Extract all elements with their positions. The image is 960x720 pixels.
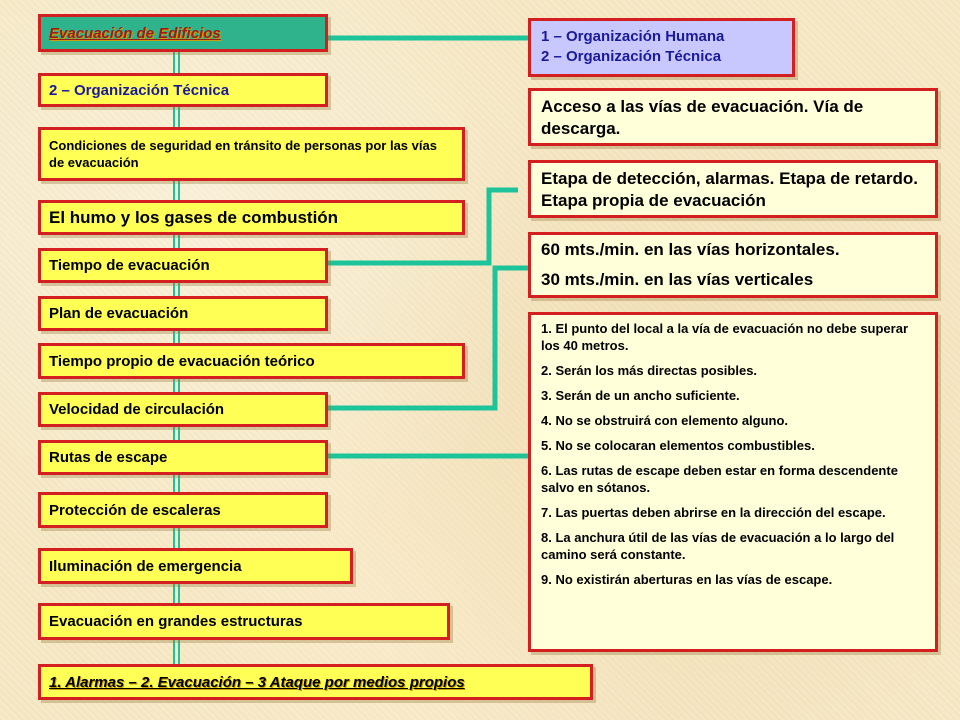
regla-1: 1. El punto del local a la vía de evacuación no debe superar los 40 metros.	[541, 321, 909, 353]
item-iluminacion-emergencia-label: Iluminación de emergencia	[49, 557, 242, 575]
item-plan-evacuacion	[38, 296, 328, 331]
regla-2: 2. Serán los más directas posibles.	[541, 363, 758, 378]
etapas-text: Etapa de detección, alarmas. Etapa de retardo. Etapa propia de evacuación	[541, 169, 918, 210]
regla-4: 4. No se obstruirá con elemento alguno.	[541, 413, 789, 428]
reglas-box	[528, 312, 938, 652]
item-velocidad-circulacion	[38, 392, 328, 427]
organizacion-tecnica: 2 – Organización Técnica	[541, 48, 722, 65]
organizacion-box	[528, 18, 795, 77]
velocidades-box	[528, 232, 938, 298]
item-condiciones-seguridad-label: Condiciones de seguridad en tránsito de personas por las vías de evacuación	[49, 138, 437, 170]
item-tiempo-propio-label: Tiempo propio de evacuación teórico	[49, 352, 315, 370]
item-organizacion-tecnica	[38, 73, 328, 107]
regla-3: 3. Serán de un ancho suficiente.	[541, 388, 740, 403]
item-rutas-escape	[38, 440, 328, 475]
item-grandes-estructuras	[38, 603, 450, 640]
item-organizacion-tecnica-label: 2 – Organización Técnica	[49, 81, 230, 99]
regla-5: 5. No se colocaran elementos combustibles.	[541, 438, 815, 453]
item-rutas-escape-label: Rutas de escape	[49, 449, 168, 466]
regla-8: 8. La anchura útil de las vías de evacuación a lo largo del camino será constante.	[541, 530, 895, 562]
regla-6: 6. Las rutas de escape deben estar en forma descendente salvo en sótanos.	[541, 463, 898, 495]
item-tiempo-evacuacion	[38, 248, 328, 283]
title-text: Evacuación de Edificios	[49, 25, 221, 42]
regla-9: 9. No existirán aberturas en las vías de escape.	[541, 572, 833, 587]
item-proteccion-escaleras-label: Protección de escaleras	[49, 501, 221, 519]
velocidad-horizontal: 60 mts./min. en las vías horizontales.	[541, 240, 840, 259]
title-box	[38, 14, 328, 52]
item-humo-gases	[38, 200, 465, 235]
item-humo-gases-label: El humo y los gases de combustión	[49, 207, 339, 227]
organizacion-humana: 1 – Organización Humana	[541, 28, 725, 45]
acceso-text: Acceso a las vías de evacuación. Vía de descarga.	[541, 97, 864, 138]
item-tiempo-evacuacion-label: Tiempo de evacuación	[49, 257, 210, 274]
item-velocidad-circulacion-label: Velocidad de circulación	[49, 401, 225, 418]
acceso-box	[528, 88, 938, 146]
regla-7: 7. Las puertas deben abrirse en la dirección del escape.	[541, 505, 886, 520]
item-iluminacion-emergencia	[38, 548, 353, 584]
item-tiempo-propio	[38, 343, 465, 379]
velocidad-vertical: 30 mts./min. en las vías verticales	[541, 270, 814, 289]
footer-text: 1. Alarmas – 2. Evacuación – 3 Ataque por medios propios	[49, 673, 465, 691]
etapas-box	[528, 160, 938, 218]
item-condiciones-seguridad	[38, 127, 465, 181]
item-proteccion-escaleras	[38, 492, 328, 528]
footer-box	[38, 664, 593, 700]
item-grandes-estructuras-label: Evacuación en grandes estructuras	[49, 613, 303, 630]
item-plan-evacuacion-label: Plan de evacuación	[49, 305, 189, 322]
connector-velocidad-velocidades	[328, 268, 528, 408]
